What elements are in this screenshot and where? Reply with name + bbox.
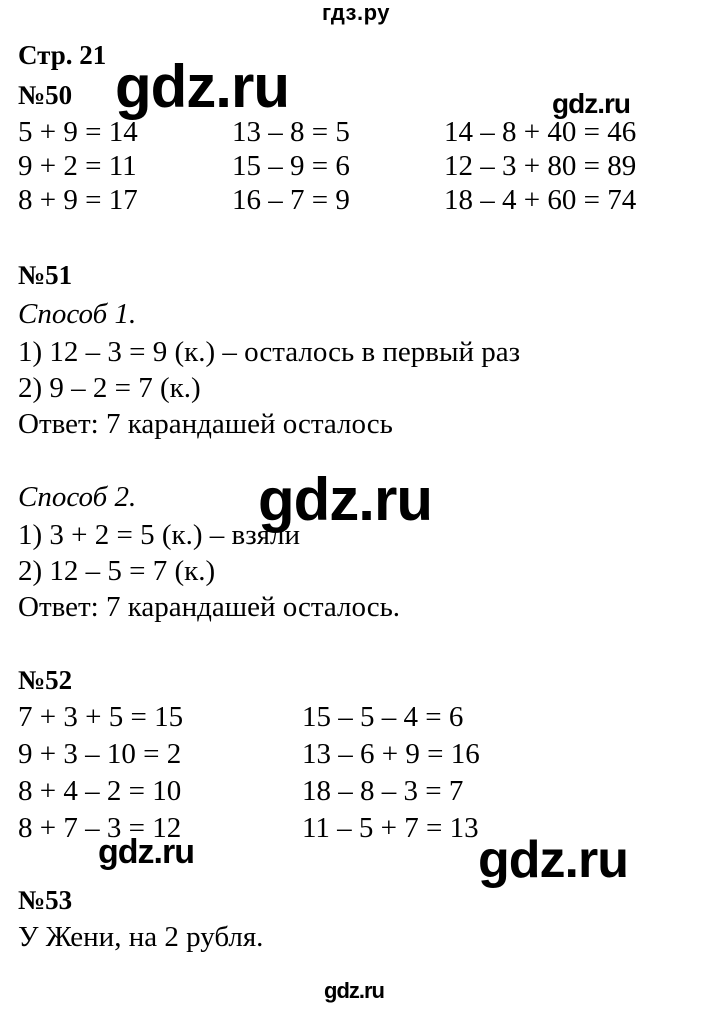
equation: 13 – 6 + 9 = 16 [302,738,480,770]
task-51-title: №51 [18,260,73,290]
equation: 8 + 9 = 17 [18,184,138,216]
equation: 16 – 7 = 9 [232,184,350,216]
equation: 13 – 8 = 5 [232,116,350,148]
watermark: gdz.ru [258,466,432,533]
method-2-label: Способ 2. [18,481,137,513]
watermark: gdz.ru [115,53,289,120]
equation: 11 – 5 + 7 = 13 [302,812,479,844]
equation: 12 – 3 + 80 = 89 [444,150,637,182]
equation: 15 – 9 = 6 [232,150,350,182]
site-header: гдз.ру [322,0,390,25]
method-2-answer: Ответ: 7 карандашей осталось. [18,591,401,623]
footer-watermark: gdz.ru [324,978,384,1003]
task-50-col-3 [444,115,636,217]
watermark: gdz.ru [98,833,194,871]
method-2-step-2: 2) 12 – 5 = 7 (к.) [18,555,216,587]
equation: 9 + 3 – 10 = 2 [18,738,182,770]
equation: 18 – 4 + 60 = 74 [444,184,637,216]
equation: 5 + 9 = 14 [18,116,138,148]
watermark: gdz.ru [552,88,630,119]
task-50-col-1 [18,115,138,217]
page-label: Стр. 21 [18,40,107,70]
equation: 18 – 8 – 3 = 7 [302,775,464,807]
method-2-step-1: 1) 3 + 2 = 5 (к.) – взяли [18,519,300,551]
task-50-title: №50 [18,80,73,110]
method-1-answer: Ответ: 7 карандашей осталось [18,408,393,440]
equation: 15 – 5 – 4 = 6 [302,701,464,733]
watermark: gdz.ru [478,831,628,889]
equation: 9 + 2 = 11 [18,150,137,182]
method-1-step-2: 2) 9 – 2 = 7 (к.) [18,372,201,404]
equation: 8 + 4 – 2 = 10 [18,775,182,807]
method-1-label: Способ 1. [18,298,137,330]
task-52-col-1 [18,700,183,848]
equation: 7 + 3 + 5 = 15 [18,701,184,733]
method-1-step-1: 1) 12 – 3 = 9 (к.) – осталось в первый раз [18,336,521,368]
task-50-col-2 [232,115,350,217]
task-53-answer: У Жени, на 2 рубля. [18,921,264,953]
equation: 8 + 7 – 3 = 12 [18,812,182,844]
task-53-title: №53 [18,885,73,915]
task-52-title: №52 [18,665,73,695]
equation: 14 – 8 + 40 = 46 [444,116,637,148]
task-52-col-2 [302,700,480,848]
